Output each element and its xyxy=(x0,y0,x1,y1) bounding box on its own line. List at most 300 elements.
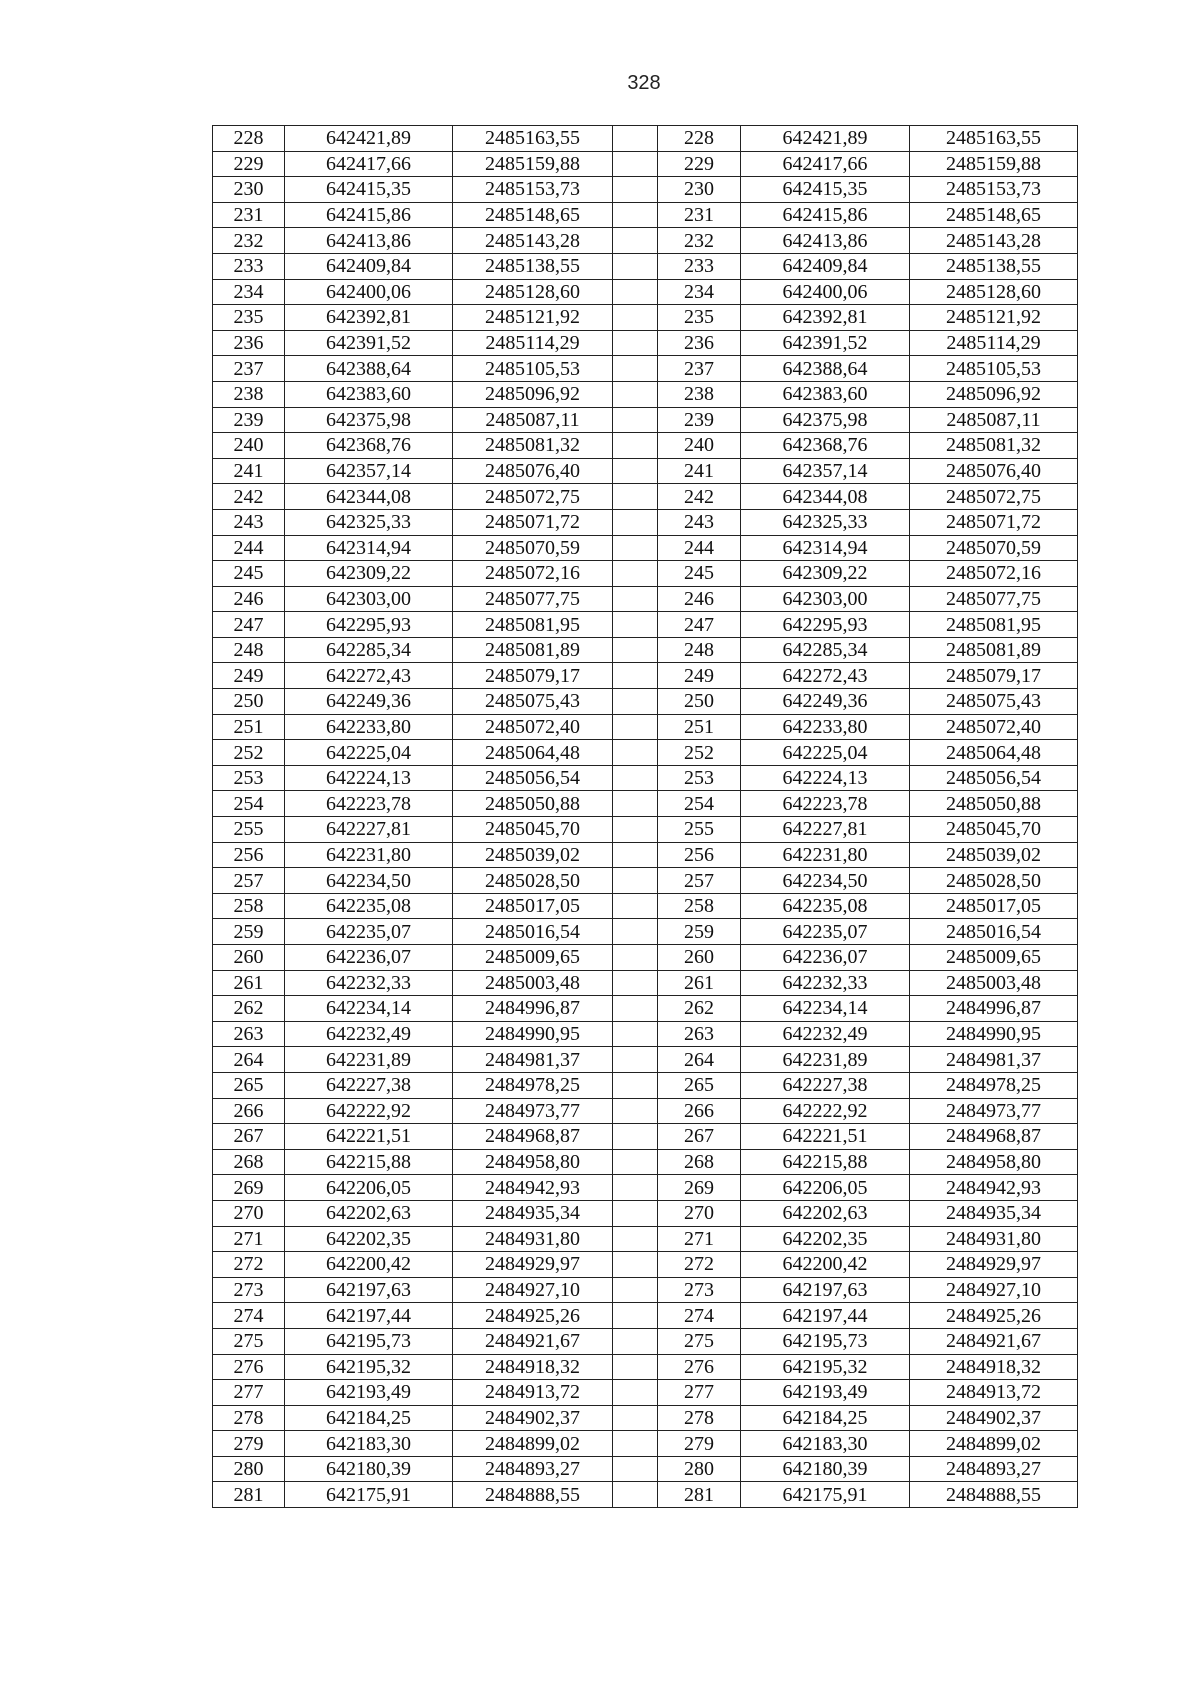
x-coordinate-cell: 642344,08 xyxy=(285,484,453,510)
y-coordinate-cell: 2485096,92 xyxy=(453,381,613,407)
table-row xyxy=(213,714,1078,740)
table-row xyxy=(213,740,1078,766)
table-row xyxy=(213,1124,1078,1150)
point-number-cell: 244 xyxy=(213,535,285,561)
x-coordinate-cell: 642231,80 xyxy=(285,842,453,868)
y-coordinate-cell: 2484973,77 xyxy=(453,1098,613,1124)
point-number-cell: 234 xyxy=(213,279,285,305)
table-row xyxy=(213,689,1078,715)
x-coordinate-cell: 642409,84 xyxy=(285,253,453,279)
point-number-cell: 276 xyxy=(658,1354,741,1380)
x-coordinate-cell: 642309,22 xyxy=(741,561,910,587)
point-number-cell: 257 xyxy=(213,868,285,894)
empty-cell xyxy=(613,1175,658,1201)
point-number-cell: 266 xyxy=(658,1098,741,1124)
x-coordinate-cell: 642413,86 xyxy=(285,228,453,254)
x-coordinate-cell: 642200,42 xyxy=(285,1252,453,1278)
empty-cell xyxy=(613,1277,658,1303)
empty-cell xyxy=(613,330,658,356)
y-coordinate-cell: 2484996,87 xyxy=(910,996,1078,1022)
y-coordinate-cell: 2485159,88 xyxy=(453,151,613,177)
y-coordinate-cell: 2484931,80 xyxy=(910,1226,1078,1252)
x-coordinate-cell: 642368,76 xyxy=(741,433,910,459)
x-coordinate-cell: 642303,00 xyxy=(285,586,453,612)
point-number-cell: 239 xyxy=(658,407,741,433)
y-coordinate-cell: 2485075,43 xyxy=(910,689,1078,715)
empty-cell xyxy=(613,919,658,945)
x-coordinate-cell: 642249,36 xyxy=(741,689,910,715)
point-number-cell: 265 xyxy=(213,1072,285,1098)
empty-cell xyxy=(613,1405,658,1431)
y-coordinate-cell: 2484942,93 xyxy=(453,1175,613,1201)
y-coordinate-cell: 2485081,95 xyxy=(453,612,613,638)
table-row xyxy=(213,1149,1078,1175)
point-number-cell: 247 xyxy=(213,612,285,638)
table-row xyxy=(213,996,1078,1022)
point-number-cell: 279 xyxy=(658,1431,741,1457)
point-number-cell: 228 xyxy=(658,126,741,152)
point-number-cell: 272 xyxy=(213,1252,285,1278)
table-row xyxy=(213,330,1078,356)
point-number-cell: 242 xyxy=(658,484,741,510)
point-number-cell: 243 xyxy=(213,509,285,535)
point-number-cell: 259 xyxy=(658,919,741,945)
x-coordinate-cell: 642225,04 xyxy=(741,740,910,766)
y-coordinate-cell: 2485128,60 xyxy=(453,279,613,305)
x-coordinate-cell: 642314,94 xyxy=(285,535,453,561)
y-coordinate-cell: 2485153,73 xyxy=(910,177,1078,203)
y-coordinate-cell: 2485163,55 xyxy=(453,126,613,152)
point-number-cell: 234 xyxy=(658,279,741,305)
point-number-cell: 240 xyxy=(658,433,741,459)
table-row xyxy=(213,1098,1078,1124)
point-number-cell: 274 xyxy=(658,1303,741,1329)
table-row xyxy=(213,407,1078,433)
x-coordinate-cell: 642391,52 xyxy=(285,330,453,356)
y-coordinate-cell: 2484913,72 xyxy=(910,1380,1078,1406)
x-coordinate-cell: 642383,60 xyxy=(741,381,910,407)
x-coordinate-cell: 642400,06 xyxy=(285,279,453,305)
point-number-cell: 261 xyxy=(213,970,285,996)
table-row xyxy=(213,1021,1078,1047)
x-coordinate-cell: 642421,89 xyxy=(285,126,453,152)
y-coordinate-cell: 2484968,87 xyxy=(453,1124,613,1150)
x-coordinate-cell: 642236,07 xyxy=(285,945,453,971)
table-row xyxy=(213,1175,1078,1201)
x-coordinate-cell: 642175,91 xyxy=(741,1482,910,1508)
y-coordinate-cell: 2485045,70 xyxy=(453,817,613,843)
x-coordinate-cell: 642325,33 xyxy=(285,509,453,535)
x-coordinate-cell: 642224,13 xyxy=(741,765,910,791)
y-coordinate-cell: 2485064,48 xyxy=(910,740,1078,766)
empty-cell xyxy=(613,1072,658,1098)
x-coordinate-cell: 642197,44 xyxy=(741,1303,910,1329)
coordinates-table xyxy=(212,125,1078,1508)
point-number-cell: 251 xyxy=(213,714,285,740)
y-coordinate-cell: 2485056,54 xyxy=(910,765,1078,791)
empty-cell xyxy=(613,637,658,663)
table-row xyxy=(213,253,1078,279)
point-number-cell: 265 xyxy=(658,1072,741,1098)
point-number-cell: 273 xyxy=(658,1277,741,1303)
x-coordinate-cell: 642415,35 xyxy=(741,177,910,203)
empty-cell xyxy=(613,433,658,459)
empty-cell xyxy=(613,663,658,689)
y-coordinate-cell: 2484927,10 xyxy=(910,1277,1078,1303)
point-number-cell: 247 xyxy=(658,612,741,638)
y-coordinate-cell: 2485081,32 xyxy=(910,433,1078,459)
y-coordinate-cell: 2484925,26 xyxy=(910,1303,1078,1329)
point-number-cell: 230 xyxy=(213,177,285,203)
table-row xyxy=(213,663,1078,689)
empty-cell xyxy=(613,740,658,766)
point-number-cell: 266 xyxy=(213,1098,285,1124)
table-row xyxy=(213,1047,1078,1073)
empty-cell xyxy=(613,996,658,1022)
y-coordinate-cell: 2485153,73 xyxy=(453,177,613,203)
point-number-cell: 279 xyxy=(213,1431,285,1457)
point-number-cell: 255 xyxy=(213,817,285,843)
table-row xyxy=(213,1072,1078,1098)
point-number-cell: 252 xyxy=(658,740,741,766)
empty-cell xyxy=(613,279,658,305)
point-number-cell: 264 xyxy=(213,1047,285,1073)
y-coordinate-cell: 2484921,67 xyxy=(453,1328,613,1354)
table-row xyxy=(213,1431,1078,1457)
x-coordinate-cell: 642388,64 xyxy=(741,356,910,382)
empty-cell xyxy=(613,1226,658,1252)
y-coordinate-cell: 2484921,67 xyxy=(910,1328,1078,1354)
y-coordinate-cell: 2484968,87 xyxy=(910,1124,1078,1150)
point-number-cell: 261 xyxy=(658,970,741,996)
x-coordinate-cell: 642215,88 xyxy=(741,1149,910,1175)
point-number-cell: 275 xyxy=(213,1328,285,1354)
y-coordinate-cell: 2485081,89 xyxy=(453,637,613,663)
y-coordinate-cell: 2484931,80 xyxy=(453,1226,613,1252)
y-coordinate-cell: 2485072,75 xyxy=(453,484,613,510)
table-row xyxy=(213,842,1078,868)
empty-cell xyxy=(613,202,658,228)
x-coordinate-cell: 642234,14 xyxy=(741,996,910,1022)
point-number-cell: 277 xyxy=(213,1380,285,1406)
point-number-cell: 272 xyxy=(658,1252,741,1278)
point-number-cell: 257 xyxy=(658,868,741,894)
point-number-cell: 269 xyxy=(213,1175,285,1201)
empty-cell xyxy=(613,586,658,612)
table-row xyxy=(213,202,1078,228)
y-coordinate-cell: 2485017,05 xyxy=(453,893,613,919)
x-coordinate-cell: 642225,04 xyxy=(285,740,453,766)
point-number-cell: 274 xyxy=(213,1303,285,1329)
y-coordinate-cell: 2484978,25 xyxy=(453,1072,613,1098)
y-coordinate-cell: 2485050,88 xyxy=(910,791,1078,817)
empty-cell xyxy=(613,714,658,740)
y-coordinate-cell: 2484918,32 xyxy=(453,1354,613,1380)
table-row xyxy=(213,1200,1078,1226)
y-coordinate-cell: 2484888,55 xyxy=(453,1482,613,1508)
x-coordinate-cell: 642197,44 xyxy=(285,1303,453,1329)
point-number-cell: 235 xyxy=(213,305,285,331)
x-coordinate-cell: 642417,66 xyxy=(741,151,910,177)
y-coordinate-cell: 2484929,97 xyxy=(453,1252,613,1278)
x-coordinate-cell: 642195,73 xyxy=(285,1328,453,1354)
empty-cell xyxy=(613,1021,658,1047)
y-coordinate-cell: 2485079,17 xyxy=(910,663,1078,689)
y-coordinate-cell: 2485096,92 xyxy=(910,381,1078,407)
y-coordinate-cell: 2485070,59 xyxy=(453,535,613,561)
x-coordinate-cell: 642202,35 xyxy=(741,1226,910,1252)
empty-cell xyxy=(613,1354,658,1380)
x-coordinate-cell: 642295,93 xyxy=(741,612,910,638)
point-number-cell: 263 xyxy=(213,1021,285,1047)
x-coordinate-cell: 642175,91 xyxy=(285,1482,453,1508)
x-coordinate-cell: 642183,30 xyxy=(741,1431,910,1457)
y-coordinate-cell: 2485105,53 xyxy=(453,356,613,382)
point-number-cell: 278 xyxy=(213,1405,285,1431)
x-coordinate-cell: 642233,80 xyxy=(285,714,453,740)
table-row xyxy=(213,1354,1078,1380)
x-coordinate-cell: 642309,22 xyxy=(285,561,453,587)
x-coordinate-cell: 642197,63 xyxy=(285,1277,453,1303)
x-coordinate-cell: 642314,94 xyxy=(741,535,910,561)
point-number-cell: 245 xyxy=(658,561,741,587)
x-coordinate-cell: 642206,05 xyxy=(285,1175,453,1201)
point-number-cell: 236 xyxy=(658,330,741,356)
empty-cell xyxy=(613,842,658,868)
point-number-cell: 245 xyxy=(213,561,285,587)
y-coordinate-cell: 2485081,89 xyxy=(910,637,1078,663)
y-coordinate-cell: 2484981,37 xyxy=(453,1047,613,1073)
point-number-cell: 269 xyxy=(658,1175,741,1201)
x-coordinate-cell: 642200,42 xyxy=(741,1252,910,1278)
empty-cell xyxy=(613,177,658,203)
point-number-cell: 242 xyxy=(213,484,285,510)
point-number-cell: 230 xyxy=(658,177,741,203)
table-row xyxy=(213,279,1078,305)
y-coordinate-cell: 2485114,29 xyxy=(453,330,613,356)
x-coordinate-cell: 642400,06 xyxy=(741,279,910,305)
table-row xyxy=(213,945,1078,971)
x-coordinate-cell: 642303,00 xyxy=(741,586,910,612)
y-coordinate-cell: 2484888,55 xyxy=(910,1482,1078,1508)
y-coordinate-cell: 2484990,95 xyxy=(910,1021,1078,1047)
point-number-cell: 236 xyxy=(213,330,285,356)
x-coordinate-cell: 642202,35 xyxy=(285,1226,453,1252)
point-number-cell: 250 xyxy=(213,689,285,715)
y-coordinate-cell: 2484981,37 xyxy=(910,1047,1078,1073)
point-number-cell: 241 xyxy=(213,458,285,484)
x-coordinate-cell: 642184,25 xyxy=(741,1405,910,1431)
y-coordinate-cell: 2484899,02 xyxy=(910,1431,1078,1457)
table-row xyxy=(213,970,1078,996)
x-coordinate-cell: 642202,63 xyxy=(741,1200,910,1226)
y-coordinate-cell: 2485148,65 xyxy=(453,202,613,228)
table-row xyxy=(213,1380,1078,1406)
y-coordinate-cell: 2485138,55 xyxy=(910,253,1078,279)
y-coordinate-cell: 2485077,75 xyxy=(453,586,613,612)
x-coordinate-cell: 642325,33 xyxy=(741,509,910,535)
y-coordinate-cell: 2484996,87 xyxy=(453,996,613,1022)
point-number-cell: 268 xyxy=(658,1149,741,1175)
point-number-cell: 276 xyxy=(213,1354,285,1380)
point-number-cell: 243 xyxy=(658,509,741,535)
empty-cell xyxy=(613,1380,658,1406)
x-coordinate-cell: 642421,89 xyxy=(741,126,910,152)
empty-cell xyxy=(613,1252,658,1278)
point-number-cell: 280 xyxy=(658,1456,741,1482)
empty-cell xyxy=(613,689,658,715)
y-coordinate-cell: 2485072,40 xyxy=(453,714,613,740)
point-number-cell: 254 xyxy=(658,791,741,817)
y-coordinate-cell: 2484913,72 xyxy=(453,1380,613,1406)
empty-cell xyxy=(613,1200,658,1226)
x-coordinate-cell: 642272,43 xyxy=(741,663,910,689)
x-coordinate-cell: 642235,07 xyxy=(741,919,910,945)
y-coordinate-cell: 2485081,32 xyxy=(453,433,613,459)
y-coordinate-cell: 2484902,37 xyxy=(453,1405,613,1431)
x-coordinate-cell: 642227,81 xyxy=(285,817,453,843)
empty-cell xyxy=(613,356,658,382)
x-coordinate-cell: 642193,49 xyxy=(741,1380,910,1406)
x-coordinate-cell: 642234,14 xyxy=(285,996,453,1022)
point-number-cell: 255 xyxy=(658,817,741,843)
empty-cell xyxy=(613,945,658,971)
y-coordinate-cell: 2485072,16 xyxy=(453,561,613,587)
point-number-cell: 231 xyxy=(658,202,741,228)
y-coordinate-cell: 2484918,32 xyxy=(910,1354,1078,1380)
point-number-cell: 258 xyxy=(213,893,285,919)
table-row xyxy=(213,1226,1078,1252)
point-number-cell: 229 xyxy=(658,151,741,177)
x-coordinate-cell: 642285,34 xyxy=(285,637,453,663)
y-coordinate-cell: 2484935,34 xyxy=(910,1200,1078,1226)
x-coordinate-cell: 642215,88 xyxy=(285,1149,453,1175)
point-number-cell: 278 xyxy=(658,1405,741,1431)
empty-cell xyxy=(613,151,658,177)
y-coordinate-cell: 2484927,10 xyxy=(453,1277,613,1303)
empty-cell xyxy=(613,817,658,843)
point-number-cell: 248 xyxy=(213,637,285,663)
x-coordinate-cell: 642231,89 xyxy=(285,1047,453,1073)
x-coordinate-cell: 642235,08 xyxy=(285,893,453,919)
point-number-cell: 262 xyxy=(658,996,741,1022)
empty-cell xyxy=(613,1328,658,1354)
x-coordinate-cell: 642249,36 xyxy=(285,689,453,715)
point-number-cell: 246 xyxy=(213,586,285,612)
point-number-cell: 253 xyxy=(658,765,741,791)
x-coordinate-cell: 642195,32 xyxy=(741,1354,910,1380)
empty-cell xyxy=(613,381,658,407)
y-coordinate-cell: 2484990,95 xyxy=(453,1021,613,1047)
x-coordinate-cell: 642415,86 xyxy=(285,202,453,228)
x-coordinate-cell: 642415,35 xyxy=(285,177,453,203)
y-coordinate-cell: 2485143,28 xyxy=(453,228,613,254)
point-number-cell: 263 xyxy=(658,1021,741,1047)
y-coordinate-cell: 2485081,95 xyxy=(910,612,1078,638)
point-number-cell: 258 xyxy=(658,893,741,919)
y-coordinate-cell: 2485128,60 xyxy=(910,279,1078,305)
point-number-cell: 273 xyxy=(213,1277,285,1303)
x-coordinate-cell: 642227,81 xyxy=(741,817,910,843)
y-coordinate-cell: 2485070,59 xyxy=(910,535,1078,561)
y-coordinate-cell: 2485009,65 xyxy=(910,945,1078,971)
table-row xyxy=(213,765,1078,791)
y-coordinate-cell: 2484935,34 xyxy=(453,1200,613,1226)
table-row xyxy=(213,535,1078,561)
point-number-cell: 248 xyxy=(658,637,741,663)
x-coordinate-cell: 642417,66 xyxy=(285,151,453,177)
x-coordinate-cell: 642388,64 xyxy=(285,356,453,382)
y-coordinate-cell: 2485009,65 xyxy=(453,945,613,971)
empty-cell xyxy=(613,1047,658,1073)
table-row xyxy=(213,1252,1078,1278)
table-row xyxy=(213,1405,1078,1431)
x-coordinate-cell: 642180,39 xyxy=(741,1456,910,1482)
x-coordinate-cell: 642392,81 xyxy=(285,305,453,331)
y-coordinate-cell: 2484925,26 xyxy=(453,1303,613,1329)
x-coordinate-cell: 642222,92 xyxy=(285,1098,453,1124)
table-row xyxy=(213,919,1078,945)
x-coordinate-cell: 642224,13 xyxy=(285,765,453,791)
point-number-cell: 260 xyxy=(658,945,741,971)
table-row xyxy=(213,509,1078,535)
y-coordinate-cell: 2485163,55 xyxy=(910,126,1078,152)
y-coordinate-cell: 2485087,11 xyxy=(910,407,1078,433)
x-coordinate-cell: 642272,43 xyxy=(285,663,453,689)
point-number-cell: 251 xyxy=(658,714,741,740)
empty-cell xyxy=(613,561,658,587)
point-number-cell: 260 xyxy=(213,945,285,971)
x-coordinate-cell: 642183,30 xyxy=(285,1431,453,1457)
empty-cell xyxy=(613,1456,658,1482)
y-coordinate-cell: 2484893,27 xyxy=(910,1456,1078,1482)
table-row xyxy=(213,381,1078,407)
x-coordinate-cell: 642413,86 xyxy=(741,228,910,254)
point-number-cell: 277 xyxy=(658,1380,741,1406)
empty-cell xyxy=(613,305,658,331)
point-number-cell: 233 xyxy=(213,253,285,279)
x-coordinate-cell: 642206,05 xyxy=(741,1175,910,1201)
x-coordinate-cell: 642409,84 xyxy=(741,253,910,279)
table-row xyxy=(213,1303,1078,1329)
empty-cell xyxy=(613,407,658,433)
x-coordinate-cell: 642234,50 xyxy=(741,868,910,894)
x-coordinate-cell: 642368,76 xyxy=(285,433,453,459)
table-row xyxy=(213,612,1078,638)
x-coordinate-cell: 642375,98 xyxy=(741,407,910,433)
point-number-cell: 259 xyxy=(213,919,285,945)
point-number-cell: 231 xyxy=(213,202,285,228)
table-row xyxy=(213,1456,1078,1482)
x-coordinate-cell: 642202,63 xyxy=(285,1200,453,1226)
point-number-cell: 238 xyxy=(213,381,285,407)
point-number-cell: 256 xyxy=(658,842,741,868)
x-coordinate-cell: 642391,52 xyxy=(741,330,910,356)
point-number-cell: 237 xyxy=(213,356,285,382)
table-row xyxy=(213,228,1078,254)
x-coordinate-cell: 642221,51 xyxy=(741,1124,910,1150)
y-coordinate-cell: 2485017,05 xyxy=(910,893,1078,919)
point-number-cell: 264 xyxy=(658,1047,741,1073)
point-number-cell: 240 xyxy=(213,433,285,459)
point-number-cell: 270 xyxy=(213,1200,285,1226)
x-coordinate-cell: 642221,51 xyxy=(285,1124,453,1150)
y-coordinate-cell: 2484958,80 xyxy=(453,1149,613,1175)
y-coordinate-cell: 2485121,92 xyxy=(453,305,613,331)
point-number-cell: 228 xyxy=(213,126,285,152)
empty-cell xyxy=(613,1431,658,1457)
table-row xyxy=(213,126,1078,152)
